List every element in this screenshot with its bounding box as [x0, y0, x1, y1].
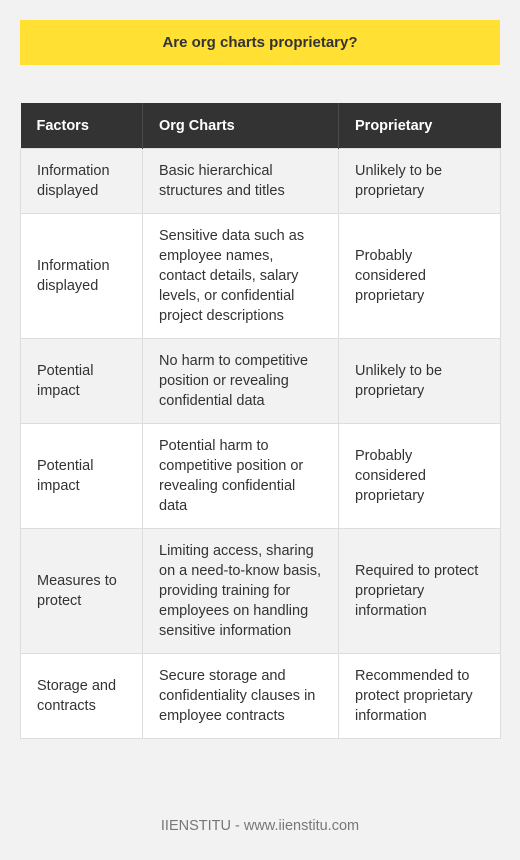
header-org-charts: Org Charts [143, 103, 339, 149]
table-row [21, 424, 501, 529]
header-proprietary: Proprietary [339, 103, 501, 149]
proprietary-cell: Unlikely to be proprietary [339, 339, 501, 424]
factor-cell: Information displayed [21, 149, 143, 214]
proprietary-cell: Unlikely to be proprietary [339, 149, 501, 214]
page-title: Are org charts proprietary? [162, 34, 358, 51]
table-header-row [21, 103, 501, 149]
table-row [21, 214, 501, 339]
org-chart-cell: Sensitive data such as employee names, contact details, salary levels, or confidential project descriptions [143, 214, 339, 339]
title-banner [20, 20, 500, 65]
factor-cell: Information displayed [21, 214, 143, 339]
factor-cell: Measures to protect [21, 529, 143, 654]
table-row [21, 654, 501, 739]
proprietary-cell: Required to protect proprietary information [339, 529, 501, 654]
table-row [21, 149, 501, 214]
org-chart-cell: Potential harm to competitive position or revealing confidential data [143, 424, 339, 529]
proprietary-cell: Recommended to protect proprietary information [339, 654, 501, 739]
header-factors: Factors [21, 103, 143, 149]
proprietary-cell: Probably considered proprietary [339, 424, 501, 529]
org-chart-cell: Basic hierarchical structures and titles [143, 149, 339, 214]
factor-cell: Storage and contracts [21, 654, 143, 739]
proprietary-cell: Probably considered proprietary [339, 214, 501, 339]
table-row [21, 339, 501, 424]
factor-cell: Potential impact [21, 339, 143, 424]
factor-cell: Potential impact [21, 424, 143, 529]
org-chart-cell: No harm to competitive position or revealing confidential data [143, 339, 339, 424]
org-chart-cell: Secure storage and confidentiality clauses in employee contracts [143, 654, 339, 739]
table-row [21, 529, 501, 654]
footer-credit: IIENSTITU - www.iienstitu.com [160, 818, 360, 834]
org-chart-cell: Limiting access, sharing on a need-to-know basis, providing training for employees on handling sensitive information [143, 529, 339, 654]
factors-table [20, 103, 501, 739]
